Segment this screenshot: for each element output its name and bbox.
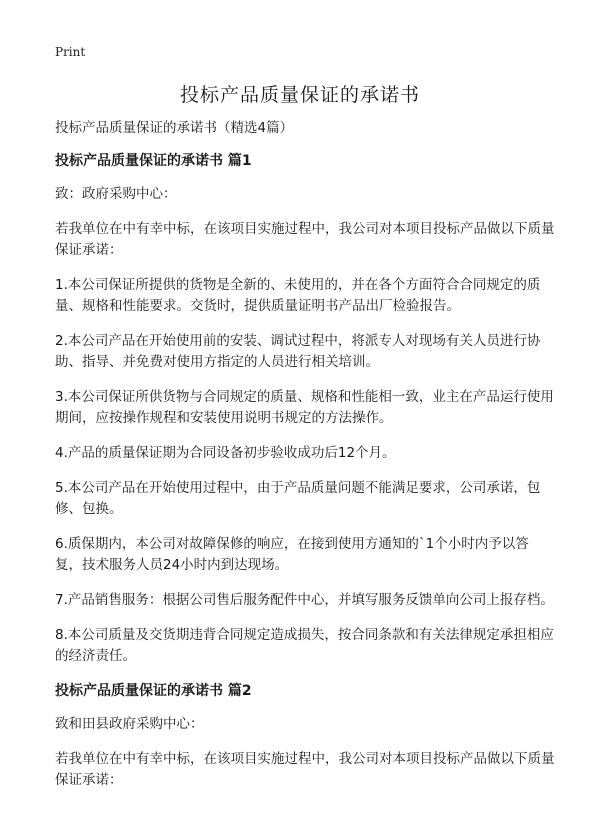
clause-7: 7.产品销售服务：根据公司售后服务配件中心，并填写服务反馈单向公司上报存档。 — [55, 592, 554, 608]
intro-paragraph: 若我单位在中有幸中标，在该项目实施过程中，我公司对本项目投标产品做以下质量保证承诺： — [55, 751, 555, 788]
addressee: 致：政府采购中心： — [55, 186, 177, 202]
clause-4: 4.产品的质量保证期为合同设备初步验收成功后12个月。 — [55, 445, 396, 461]
document-subtitle: 投标产品质量保证的承诺书（精选4篇） — [55, 120, 294, 136]
clause-3: 3.本公司保证所供货物与合同规定的质量、规格和性能相一致，业主在产品运行使用期间，应按操作规程和安装使用说明书规定的方法操作。 — [55, 389, 554, 426]
document-title: 投标产品质量保证的承诺书 — [179, 84, 420, 106]
clause-5: 5.本公司产品在开始使用过程中，由于产品质量问题不能满足要求，公司承诺，包修、包换。 — [55, 480, 541, 517]
clause-8: 8.本公司质量及交货期违背合同规定造成损失，按合同条款和有关法律规定承担相应的经济责任。 — [55, 627, 554, 664]
intro-paragraph: 若我单位在中有幸中标，在该项目实施过程中，我公司对本项目投标产品做以下质量保证承诺： — [55, 221, 555, 258]
section-heading-2: 投标产品质量保证的承诺书 篇2 — [55, 683, 252, 699]
document-body — [55, 118, 555, 805]
clause-1: 1.本公司保证所提供的货物是全新的、未使用的，并在各个方面符合合同规定的质量、规格和性能要求。交货时，提供质量证明书产品出厂检验报告。 — [55, 277, 541, 314]
section-heading-1: 投标产品质量保证的承诺书 篇1 — [55, 153, 252, 169]
print-label: Print — [55, 45, 86, 59]
clause-2: 2.本公司产品在开始使用前的安装、调试过程中，将派专人对现场有关人员进行协助、指导、并免费对使用方指定的人员进行相关培训。 — [55, 333, 541, 370]
clause-6: 6.质保期内，本公司对故障保修的响应，在接到使用方通知的`1个小时内予以答复，技术服务人员24小时内到达现场。 — [55, 536, 529, 573]
addressee: 致和田县政府采购中心： — [55, 716, 204, 732]
